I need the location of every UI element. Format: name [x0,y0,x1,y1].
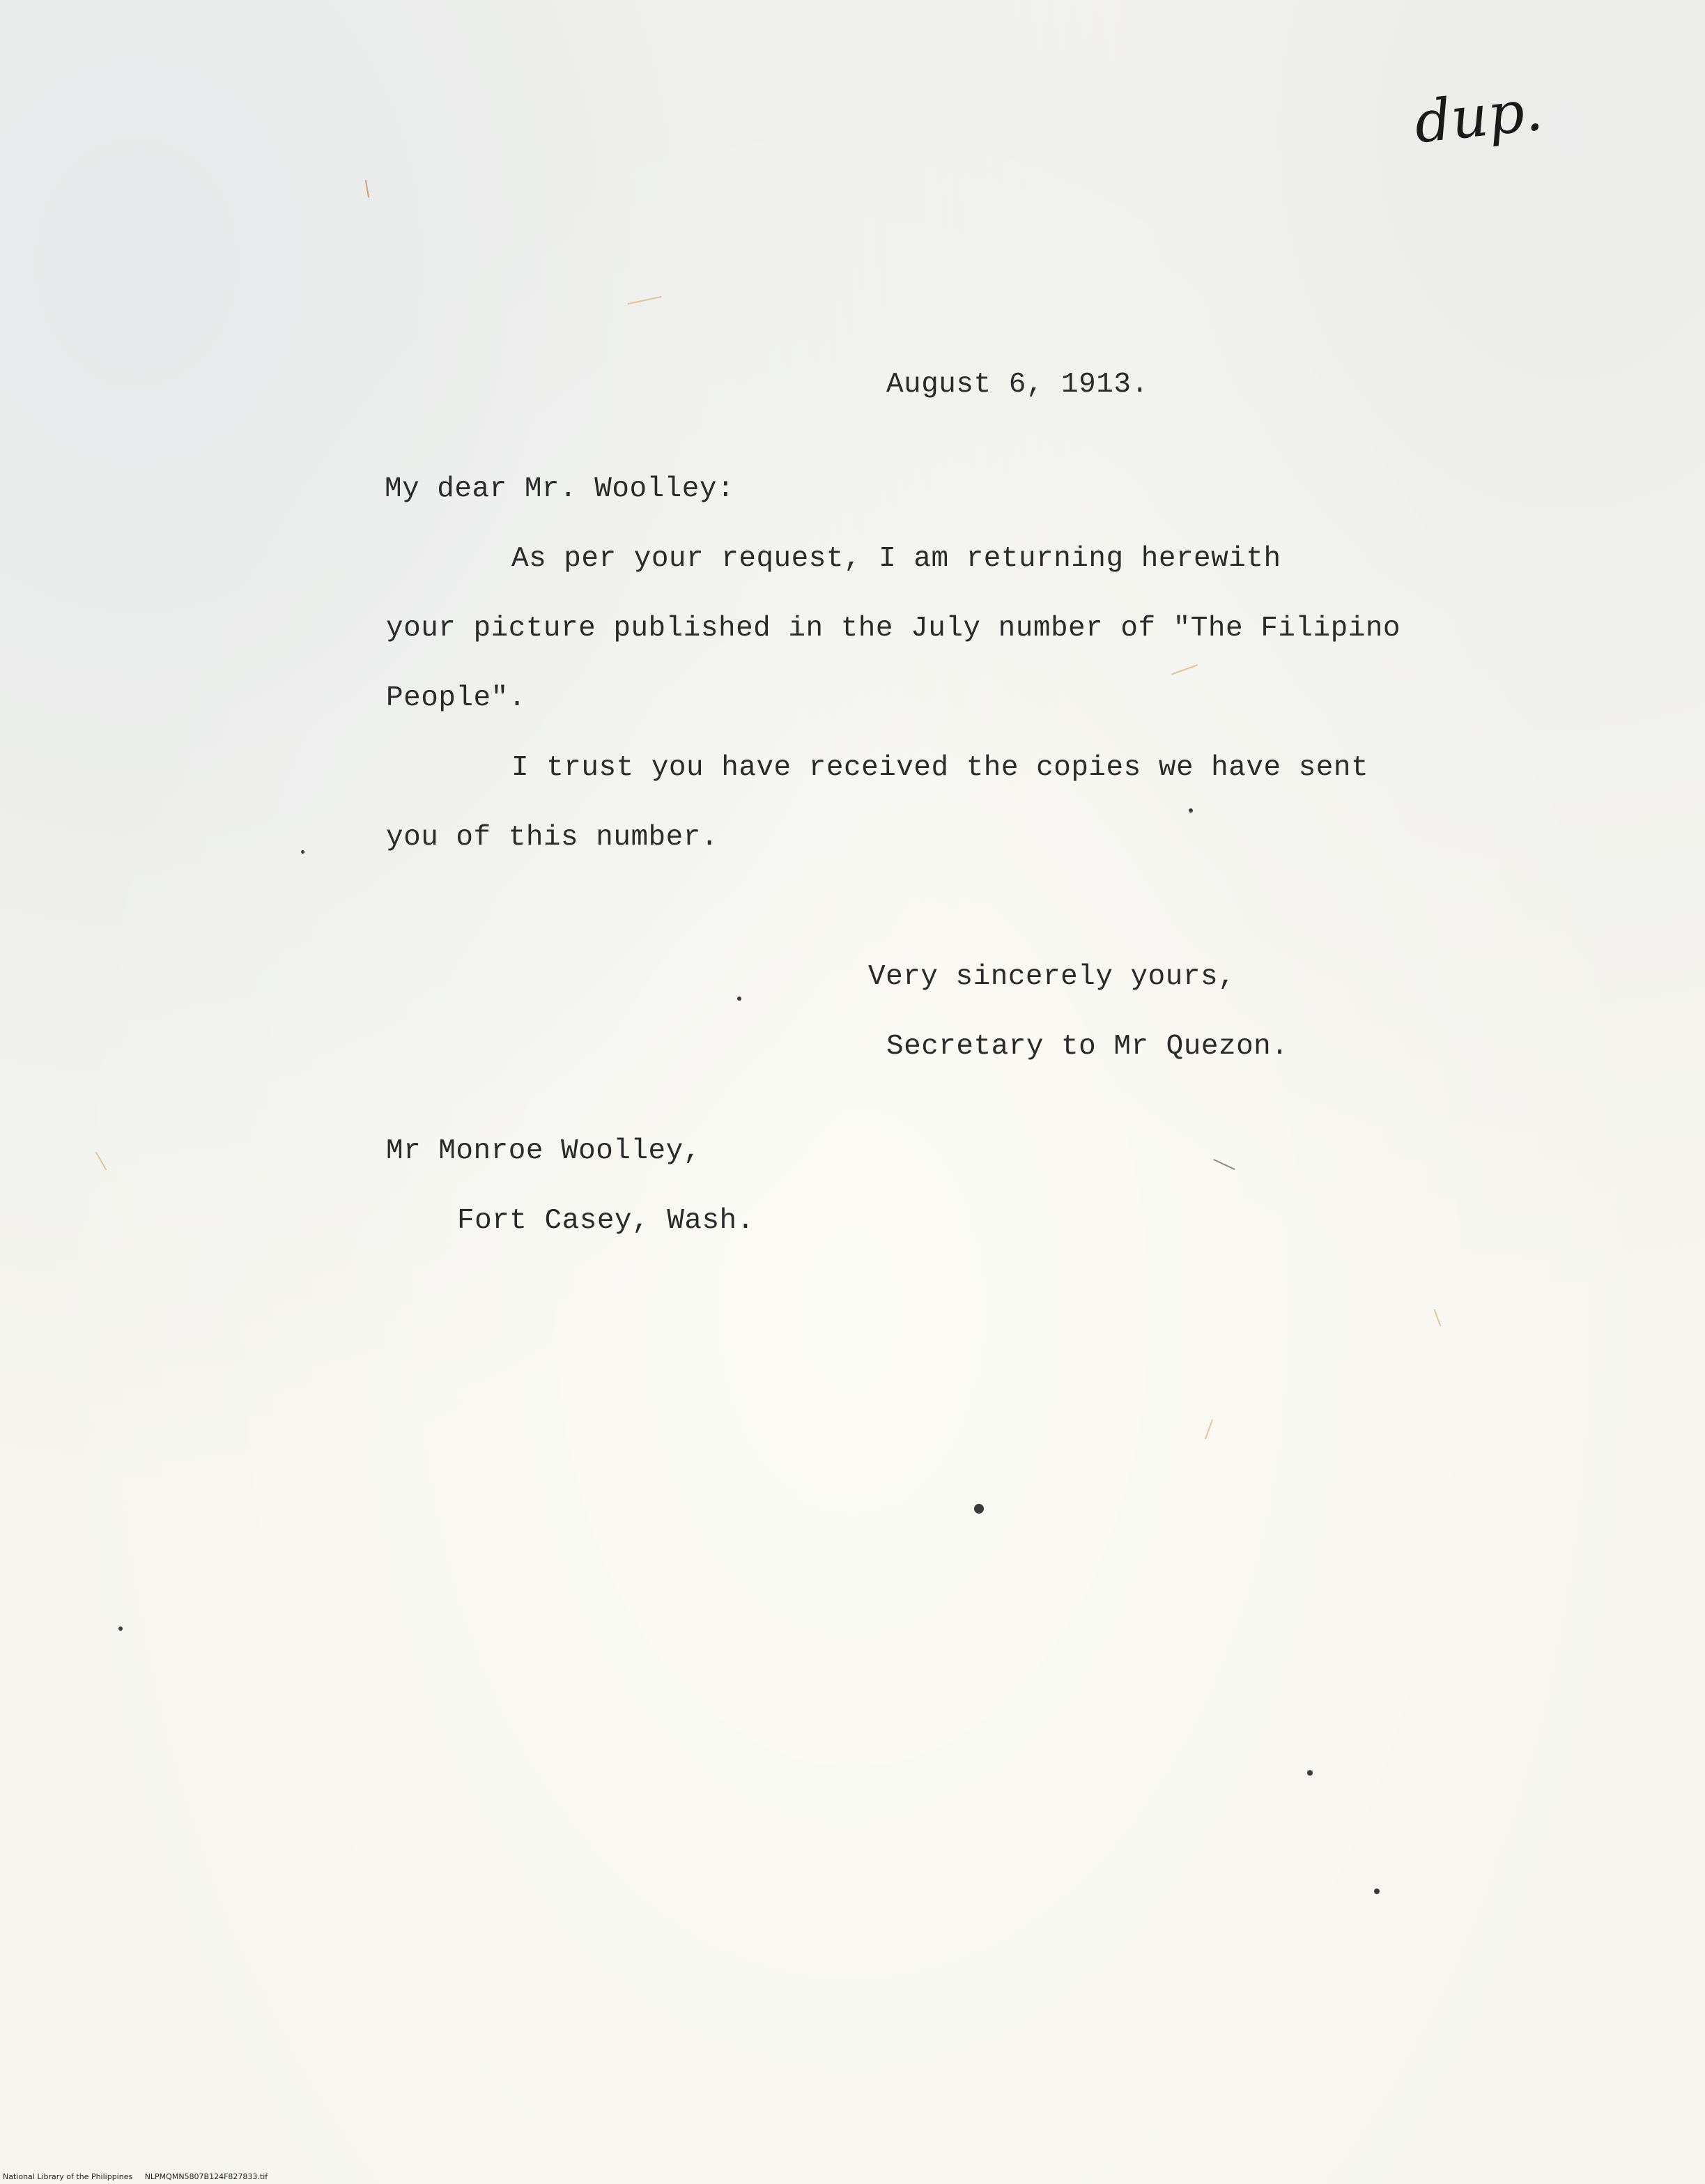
ink-speck [737,997,741,1001]
paper-fiber [1205,1420,1213,1440]
paper-fiber [365,180,369,198]
archive-footer: National Library of the Philippines NLPMQMN5807B124F827833.tif [3,2172,268,2181]
letter-signature: Secretary to Mr Quezon. [886,1031,1289,1063]
paragraph2-line2: you of this number. [386,822,718,854]
ink-speck [118,1627,123,1631]
letter-closing: Very sincerely yours, [868,961,1236,993]
handwritten-annotation: dup. [1411,77,1546,157]
paper-fiber [95,1152,107,1171]
paragraph2-line1: I trust you have received the copies we have sent [511,752,1369,784]
paper-fiber [1213,1159,1235,1170]
ink-speck [301,850,304,854]
letter-date: August 6, 1913. [886,369,1149,401]
paper-fiber [1171,664,1198,675]
ink-speck [1307,1770,1313,1776]
paragraph1-line1: As per your request, I am returning herewith [511,543,1281,575]
recipient-address: Fort Casey, Wash. [457,1205,755,1237]
recipient-name: Mr Monroe Woolley, [386,1135,701,1167]
ink-speck [1374,1889,1380,1894]
letter-salutation: My dear Mr. Woolley: [385,473,735,505]
paragraph1-line2: your picture published in the July number of "The Filipino [386,613,1401,645]
paragraph1-line3: People". [386,682,526,714]
ink-speck [974,1504,984,1514]
paper-fiber [627,296,661,305]
ink-speck [1189,808,1193,813]
paper-fiber [1434,1309,1442,1326]
